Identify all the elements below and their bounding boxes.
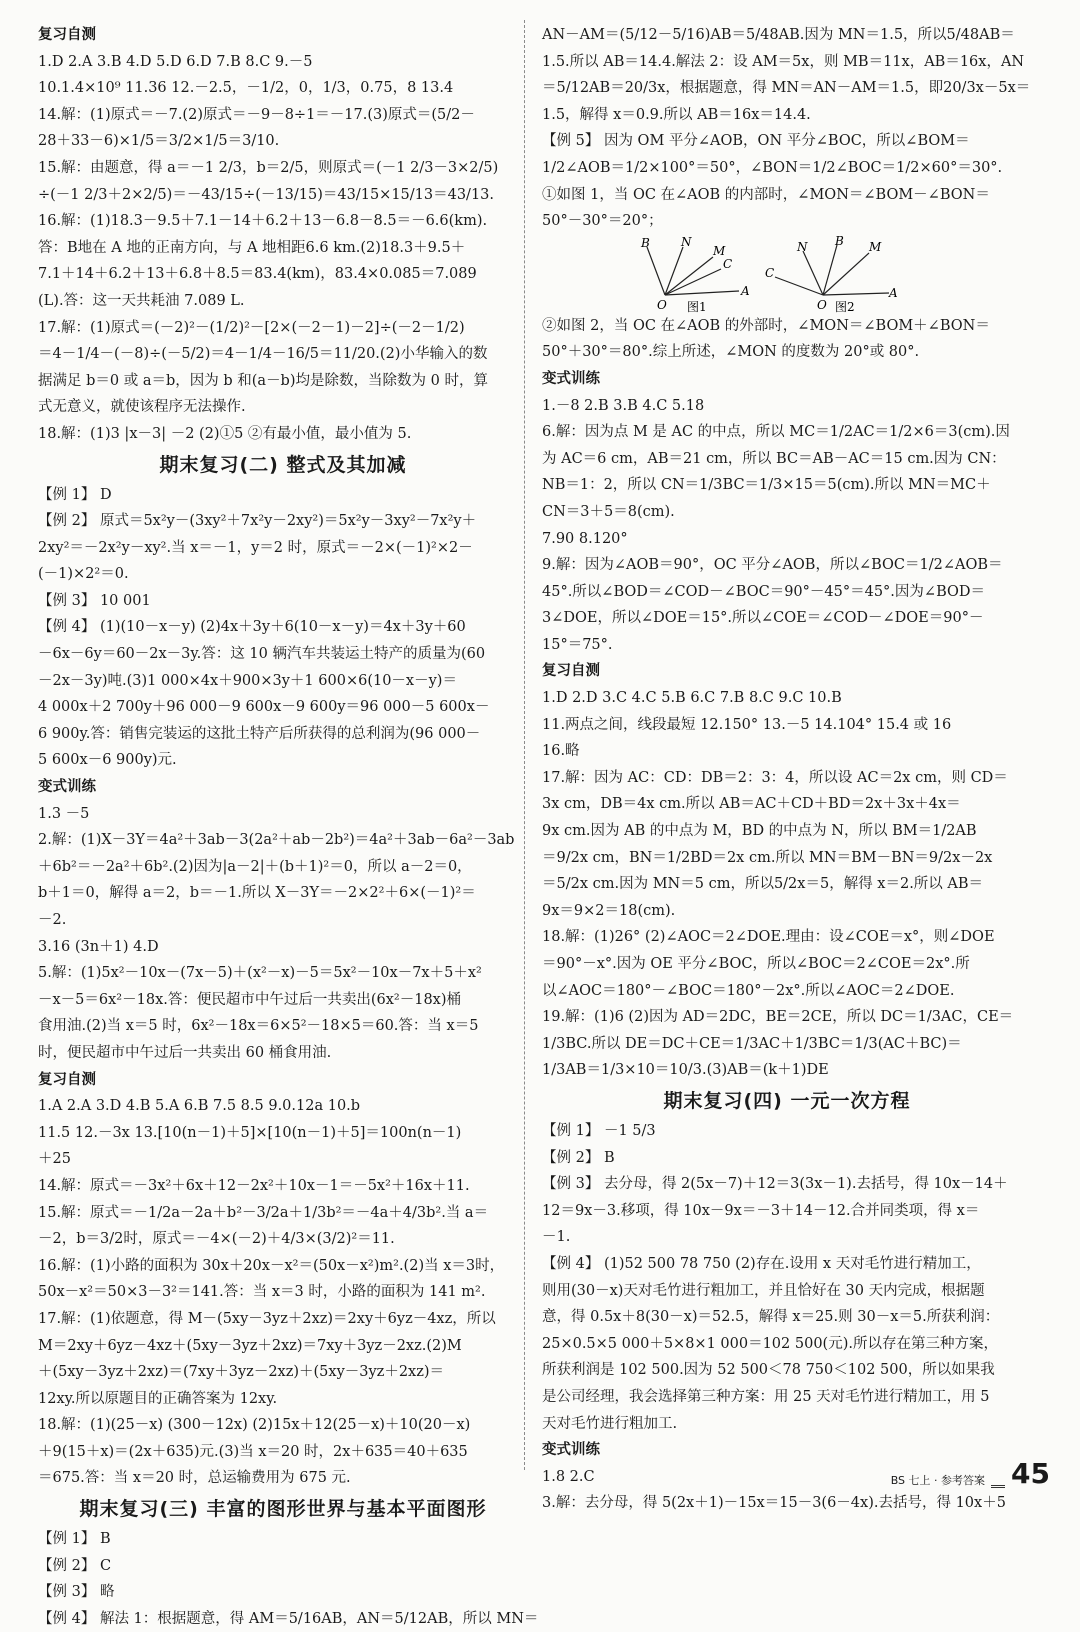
answer-line: 17.解：因为 AC：CD：DB＝2：3：4，所以设 AC＝2x cm，则 CD＝ xyxy=(542,769,1008,786)
fig1-caption: 图1 xyxy=(687,299,707,314)
answer-line: 【例 3】 10 001 xyxy=(38,592,151,609)
fig2-label-b: B xyxy=(835,233,844,248)
answer-line: ＝4－1/4－(－8)÷(－5/2)＝4－1/4－16/5＝11/20.(2)小华输入的数 xyxy=(38,346,488,363)
answer-line: 50x－x²＝50×3－3²＝141.答：当 x＝3 时，小路的面积为 141 m². xyxy=(38,1284,486,1301)
answer-line: 16.略 xyxy=(542,743,580,760)
answer-line: 15°＝75°. xyxy=(542,636,613,653)
answer-line: 9x＝9×2＝18(cm). xyxy=(542,902,676,919)
answer-line: 1.D 2.A 3.B 4.D 5.D 6.D 7.B 8.C 9.－5 xyxy=(38,53,313,70)
subsection-heading: 变式训练 xyxy=(542,369,600,387)
answer-line: 3.解：去分母，得 5(2x＋1)－15x＝15－3(6－4x).去括号，得 10x＋5 xyxy=(542,1495,1006,1512)
answer-line: 【例 1】 D xyxy=(38,486,112,503)
subsection-heading: 变式训练 xyxy=(542,1441,600,1459)
answer-line: 1.－8 2.B 3.B 4.C 5.18 xyxy=(542,397,705,414)
answer-line: ＝5/2x cm.因为 MN＝5 cm，所以5/2x＝5，解得 x＝2.所以 AB＝ xyxy=(542,876,984,893)
footer-mark xyxy=(991,1475,1005,1488)
subsection-heading: 复习自测 xyxy=(38,1070,96,1088)
subsection-heading: 变式训练 xyxy=(38,778,96,796)
angle-diagram xyxy=(637,235,897,313)
answer-line: 【例 1】 B xyxy=(38,1531,111,1548)
answer-line: 是公司经理，我会选择第三种方案：用 25 天对毛竹进行精加工，用 5 xyxy=(542,1388,990,1405)
answer-line: 1.8 2.C xyxy=(542,1468,595,1485)
fig2-label-a: A xyxy=(889,285,898,300)
answer-line: 6 900y.答：销售完装运的这批土特产后所获得的总利润为(96 000－ xyxy=(38,725,481,742)
answer-line: 3∠DOE，所以∠DOE＝15°.所以∠COE＝∠COD－∠DOE＝90°－ xyxy=(542,610,984,627)
answer-line: 12＝9x－3.移项，得 10x－9x＝－3＋14－12.合并同类项，得 x＝ xyxy=(542,1202,980,1219)
answer-line: 15.解：原式＝－1/2a－2a＋b²－3/2a＋1/3b²＝－4a＋4/3b².当 a＝ xyxy=(38,1204,489,1221)
answer-line: 19.解：(1)6 (2)因为 AD＝2DC，BE＝2CE，所以 DC＝1/3AC，CE＝ xyxy=(542,1009,1014,1026)
fig1-label-m: M xyxy=(713,243,726,258)
answer-line: 50°－30°＝20°； xyxy=(542,213,663,230)
fig2-label-c: C xyxy=(765,265,775,280)
answer-line: 5.解：(1)5x²－10x－(7x－5)＋(x²－x)－5＝5x²－10x－7x＋5＋x² xyxy=(38,965,482,982)
answer-line: 1/2∠AOB＝1/2×100°＝50°，∠BON＝1/2∠BOC＝1/2×60°＝30°. xyxy=(542,159,1003,176)
answer-line: 【例 5】 因为 OM 平分∠AOB，ON 平分∠BOC，所以∠BOM＝ xyxy=(542,133,970,150)
answer-line: 9x cm.因为 AB 的中点为 M，BD 的中点为 N，所以 BM＝1/2AB xyxy=(542,823,977,840)
answer-line: ＋9(15＋x)＝(2x＋635)元.(3)当 x＝20 时，2x＋635＝40＋635 xyxy=(38,1443,468,1460)
answer-line: －6x－6y＝60－2x－3y.答：这 10 辆汽车共装运土特产的质量为(60 xyxy=(38,646,486,663)
fig2-caption: 图2 xyxy=(835,299,855,314)
fig1-label-b: B xyxy=(641,235,650,250)
answer-line: 11.两点之间，线段最短 12.150° 13.－5 14.104° 15.4 或 16 xyxy=(542,716,952,733)
fig1-label-c: C xyxy=(723,256,733,271)
answer-line: 1.A 2.A 3.D 4.B 5.A 6.B 7.5 8.5 9.0.12a 10.b xyxy=(38,1098,361,1115)
answer-line: 45°.所以∠BOD＝∠COD－∠BOC＝90°－45°＝45°.因为∠BOD＝ xyxy=(542,583,986,600)
answer-line: 3.16 (3n＋1) 4.D xyxy=(38,938,159,955)
answer-line: 17.解：(1)依题意，得 M－(5xy－3yz＋2xz)＝2xy＋6yz－4xz，所以 xyxy=(38,1310,496,1327)
answer-line: 意，得 0.5x＋8(30－x)＝52.5，解得 x＝25.则 30－x＝5.所获利润： xyxy=(542,1309,1000,1326)
answer-line: 【例 3】 去分母，得 2(5x－7)＋12＝3(3x－1).去括号，得 10x－14＋ xyxy=(542,1176,1008,1193)
answer-line: 【例 4】 (1)(10－x－y) (2)4x＋3y＋6(10－x－y)＝4x＋3y＋60 xyxy=(38,619,466,636)
answer-line: 2.解：(1)X－3Y＝4a²＋3ab－3(2a²＋ab－2b²)＝4a²＋3ab－6a²－3ab xyxy=(38,832,515,849)
answer-line: 1.5，解得 x＝0.9.所以 AB＝16x＝14.4. xyxy=(542,106,811,123)
answer-line: (－1)×2²＝0. xyxy=(38,566,129,583)
answer-line: 【例 2】 C xyxy=(38,1557,112,1574)
answer-line: ＋(5xy－3yz＋2xz)＝(7xy＋3yz－2xz)＋(5xy－3yz＋2xz)＝ xyxy=(38,1364,445,1381)
answer-line: －x－5＝6x²－18x.答：便民超市中午过后一共卖出(6x²－18x)桶 xyxy=(38,991,462,1008)
answer-line: －2，b＝3/2时，原式＝－4×(－2)＋4/3×(3/2)²＝11. xyxy=(38,1231,395,1248)
answer-line: ＋25 xyxy=(38,1151,71,1168)
answer-line: 28＋33－6)×1/5＝3/2×1/5＝3/10. xyxy=(38,133,280,150)
answer-line: 15.解：由题意，得 a＝－1 2/3，b＝2/5，则原式＝(－1 2/3－3×2/5) xyxy=(38,159,499,176)
answer-line: b＋1＝0，解得 a＝2，b＝－1.所以 X－3Y＝－2×2²＋6×(－1)²＝ xyxy=(38,885,476,902)
column-divider xyxy=(524,20,525,1470)
fig2-label-m: M xyxy=(869,239,882,254)
answer-line: 18.解：(1)(25－x) (300－12x) (2)15x＋12(25－x)＋10(20－x) xyxy=(38,1417,471,1434)
answer-line: ①如图 1，当 OC 在∠AOB 的内部时，∠MON＝∠BOM－∠BON＝ xyxy=(542,186,990,203)
answer-line: M＝2xy＋6yz－4xz＋(5xy－3yz＋2xz)＝7xy＋3yz－2xz.(2)M xyxy=(38,1337,462,1354)
page-footer xyxy=(890,1457,1050,1490)
answer-line: 据满足 b＝0 或 a＝b，因为 b 和(a－b)均是除数，当除数为 0 时，算 xyxy=(38,372,488,389)
answer-line: 18.解：(1)3 |x－3| －2 (2)①5 ②有最小值，最小值为 5. xyxy=(38,425,412,442)
fig2-label-o: O xyxy=(817,297,827,312)
answer-line: 18.解：(1)26° (2)∠AOC＝2∠DOE.理由：设∠COE＝x°，则∠DOE xyxy=(542,929,995,946)
answer-line: 16.解：(1)小路的面积为 30x＋20x－x²＝(50x－x²)m².(2)当 x＝3时， xyxy=(38,1257,505,1274)
answer-line: ＋6b²＝－2a²＋6b².(2)因为|a－2|＋(b＋1)²＝0，所以 a－2＝0， xyxy=(38,858,472,875)
answer-line: 【例 1】 －1 5/3 xyxy=(542,1122,656,1139)
answer-line: ＝5/12AB＝20/3x，根据题意，得 MN＝AN－AM＝1.5，即20/3x－5x＝ xyxy=(542,80,1031,97)
fig1-label-o: O xyxy=(657,297,667,312)
answer-line: ＝675.答：当 x＝20 时，总运输费用为 675 元. xyxy=(38,1470,351,1487)
answer-line: 7.90 8.120° xyxy=(542,530,628,547)
answer-line: ＝9/2x cm，BN＝1/2BD＝2x cm.所以 MN＝BM－BN＝9/2x－2x xyxy=(542,849,993,866)
answer-line: 11.5 12.－3x 13.[10(n－1)＋5]×[10(n－1)＋5]＝100n(n－1) xyxy=(38,1124,462,1141)
section-heading: 期末复习(三) 丰富的图形世界与基本平面图形 xyxy=(79,1498,487,1521)
answer-line: (L).答：这一天共耗油 7.089 L. xyxy=(38,292,245,309)
section-heading: 期末复习(四) 一元一次方程 xyxy=(663,1089,911,1112)
fig2-label-n: N xyxy=(797,239,808,254)
answer-line: AN－AM＝(5/12－5/16)AB＝5/48AB.因为 MN＝1.5，所以5/48AB＝ xyxy=(542,27,1015,43)
answer-line: 6.解：因为点 M 是 AC 的中点，所以 MC＝1/2AC＝1/2×6＝3(cm).因 xyxy=(542,424,1010,441)
subsection-heading: 复习自测 xyxy=(542,662,600,680)
answer-line: －2x－3y)吨.(3)1 000×4x＋900×3y＋1 600×6(10－x－y)＝ xyxy=(38,672,457,689)
answer-line: 1.3 －5 xyxy=(38,805,90,822)
figure-2 xyxy=(765,234,898,314)
answer-line: 1.5.所以 AB＝14.4.解法 2：设 AM＝5x，则 MB＝11x，AB＝16x，AN xyxy=(542,53,1025,70)
answer-line: 17.解：(1)原式＝(－2)²－(1/2)²－[2×(－2－1)－2]÷(－2－1/2) xyxy=(38,319,465,336)
answer-line: 12xy.所以原题目的正确答案为 12xy. xyxy=(38,1390,278,1407)
answer-line: 9.解：因为∠AOB＝90°，OC 平分∠AOB，所以∠BOC＝1/2∠AOB＝ xyxy=(542,557,1003,574)
answer-line: －1. xyxy=(542,1229,571,1246)
page-number: 45 xyxy=(1011,1457,1050,1490)
answer-line: 5 600x－6 900y)元. xyxy=(38,752,177,769)
answer-line: 食用油.(2)当 x＝5 时，6x²－18x＝6×5²－18×5＝60.答：当 x＝5 xyxy=(38,1018,479,1035)
angle-figures xyxy=(542,235,1032,313)
answer-line: ＝90°－x°.因为 OE 平分∠BOC，所以∠BOC＝2∠COE＝2x°.所 xyxy=(542,956,970,972)
fig1-label-a: A xyxy=(741,283,750,298)
answer-line: 25×0.5×5 000＋5×8×1 000＝102 500(元).所以存在第三种方案， xyxy=(542,1335,998,1352)
answer-line: 7.1＋14＋6.2＋13＋6.8＋8.5＝83.4(km)，83.4×0.085＝7.089 xyxy=(38,266,477,283)
answer-line: 1.D 2.D 3.C 4.C 5.B 6.C 7.B 8.C 9.C 10.B xyxy=(542,690,842,707)
subsection-heading: 复习自测 xyxy=(38,26,96,43)
answer-line: ②如图 2，当 OC 在∠AOB 的外部时，∠MON＝∠BOM＋∠BON＝ xyxy=(542,317,990,334)
answer-line: 所获利润是 102 500.因为 52 500＜78 750＜102 500，所以如果我 xyxy=(542,1362,995,1379)
answer-line: 以∠AOC＝180°－∠BOC＝180°－2x°.所以∠AOC＝2∠DOE. xyxy=(542,982,955,999)
answer-line: ÷(－1 2/3＋2×2/5)＝－43/15÷(－13/15)＝43/15×15/13＝43/13. xyxy=(38,186,494,203)
answer-line: 天对毛竹进行粗加工. xyxy=(542,1415,678,1432)
answer-line: 式无意义，就使该程序无法操作. xyxy=(38,399,246,416)
answer-line: 4 000x＋2 700y＋96 000－9 600x－9 600y＝96 000－5 600x－ xyxy=(38,699,490,716)
answer-line: 1/3AB＝1/3×10＝10/3.(3)AB＝(k＋1)DE xyxy=(542,1062,829,1079)
answer-line: 2xy²＝－2x²y－xy².当 x＝－1，y＝2 时，原式＝－2×(－1)²×2－ xyxy=(38,539,473,556)
answer-line: NB＝1：2，所以 CN＝1/3BC＝1/3×15＝5(cm).所以 MN＝MC＋ xyxy=(542,477,991,494)
answer-line: 14.解：原式＝－3x²＋6x＋12－2x²＋10x－1＝－5x²＋16x＋11. xyxy=(38,1177,470,1194)
answer-line: 则用(30－x)天对毛竹进行粗加工，并且恰好在 30 天内完成，根据题 xyxy=(542,1282,985,1299)
answer-line: 时，便民超市中午过后一共卖出 60 桶食用油. xyxy=(38,1044,332,1061)
answer-line: －2. xyxy=(38,912,67,928)
answer-line: 答：B地在 A 地的正南方向，与 A 地相距6.6 km.(2)18.3＋9.5＋ xyxy=(38,239,466,256)
answer-line: 3x cm，DB＝4x cm.所以 AB＝AC＋CD＋BD＝2x＋3x＋4x＝ xyxy=(542,796,961,813)
section-heading: 期末复习(二) 整式及其加减 xyxy=(159,453,407,476)
answer-line: 16.解：(1)18.3－9.5＋7.1－14＋6.2＋13－6.8－8.5＝－6.6(km). xyxy=(38,213,488,230)
answer-line: 【例 4】 解法 1：根据题意，得 AM＝5/16AB，AN＝5/12AB，所以 MN＝ xyxy=(38,1610,539,1627)
answer-line: 50°＋30°＝80°.综上所述，∠MON 的度数为 20°或 80°. xyxy=(542,344,920,361)
footer-label: BS 七上 · 参考答案 xyxy=(890,1474,986,1487)
figure-1 xyxy=(640,235,750,314)
answer-line: 10.1.4×10⁹ 11.36 12.－2.5，－1/2，0，1/3，0.75，8 13.4 xyxy=(38,80,454,97)
fig1-label-n: N xyxy=(681,234,692,249)
answer-line: 为 AC＝6 cm，AB＝21 cm，所以 BC＝AB－AC＝15 cm.因为 CN： xyxy=(542,450,1006,467)
answer-line: 【例 2】 B xyxy=(542,1149,615,1166)
answer-line: 【例 4】 (1)52 500 78 750 (2)存在.设用 x 天对毛竹进行精加工， xyxy=(542,1255,981,1272)
answer-line: 1/3BC.所以 DE＝DC＋CE＝1/3AC＋1/3BC＝1/3(AC＋BC)＝ xyxy=(542,1035,962,1052)
answer-line: CN＝3＋5＝8(cm). xyxy=(542,503,675,520)
answer-line: 【例 2】 原式＝5x²y－(3xy²＋7x²y－2xy²)＝5x²y－3xy²－7x²y＋ xyxy=(38,513,477,530)
left-column xyxy=(38,22,539,1627)
answer-line: 【例 3】 略 xyxy=(38,1584,115,1601)
answer-line: 14.解：(1)原式＝－7.(2)原式＝－9－8÷1＝－17.(3)原式＝(5/2－ xyxy=(38,106,475,123)
